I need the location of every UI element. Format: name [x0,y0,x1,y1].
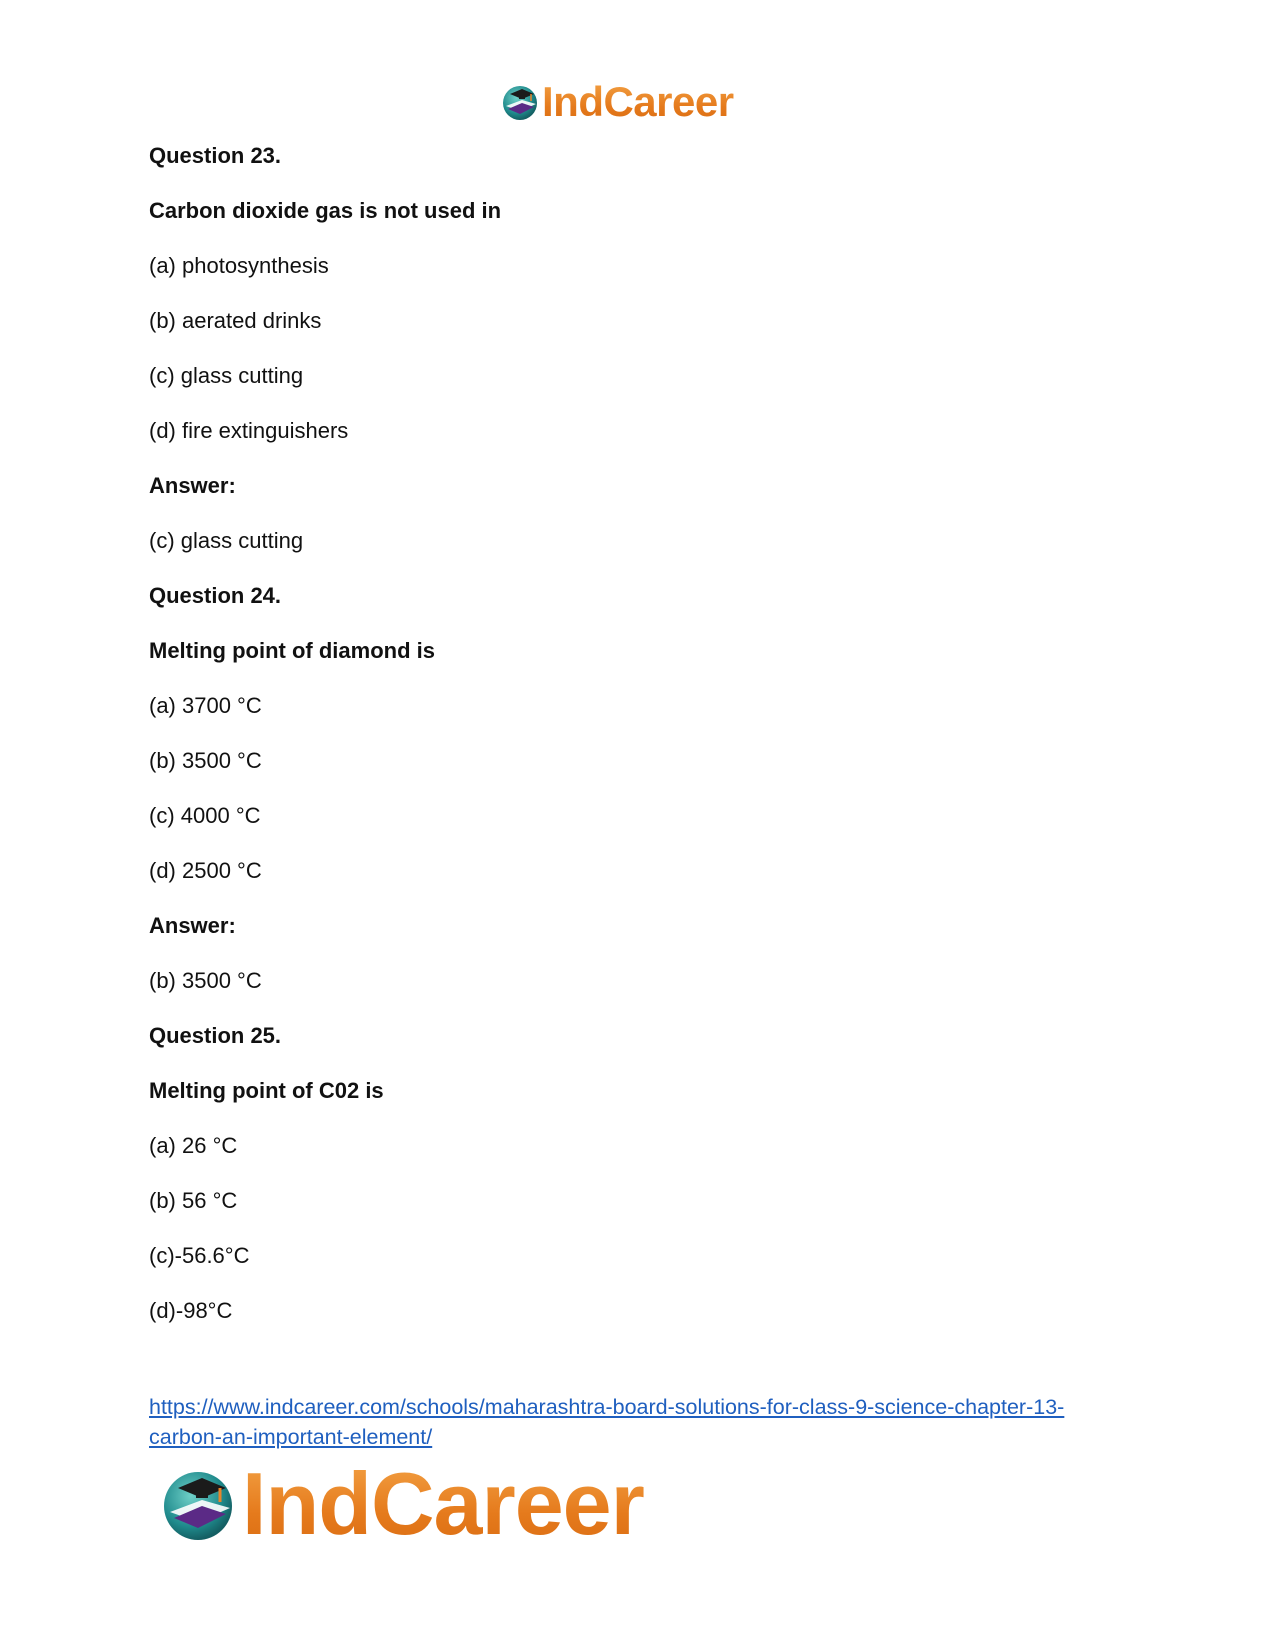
answer-text: (b) 3500 °C [149,968,262,993]
document-body [149,143,1129,1353]
option-c: (c)-56.6°C [149,1243,250,1268]
option-c: (c) 4000 °C [149,803,261,828]
answer-text: (c) glass cutting [149,528,304,553]
option-a: (a) 3700 °C [149,693,262,718]
globe-graduation-cap-icon [158,1464,238,1544]
question-prompt: Carbon dioxide gas is not used in [149,198,502,223]
question-number: Question 24. [149,583,282,608]
source-link-line1: https://www.indcareer.com/schools/maharashtra-board-solutions-for-class-9-science-chapter-13- [149,1395,1065,1419]
question-prompt: Melting point of C02 is [149,1078,384,1103]
indcareer-logo-top [500,78,734,126]
answer-label: Answer: [149,473,236,498]
option-d: (d)-98°C [149,1298,233,1323]
globe-graduation-cap-icon [500,82,540,122]
option-b: (b) 3500 °C [149,748,262,773]
option-a: (a) photosynthesis [149,253,329,278]
answer-label: Answer: [149,913,236,938]
option-b: (b) 56 °C [149,1188,238,1213]
source-link[interactable] [149,1392,1149,1452]
source-link-line2: carbon-an-important-element/ [149,1425,433,1449]
question-number: Question 23. [149,143,282,168]
option-b: (b) aerated drinks [149,308,322,333]
option-a: (a) 26 °C [149,1133,238,1158]
option-c: (c) glass cutting [149,363,304,388]
logo-text: IndCareer [542,78,734,125]
option-d: (d) fire extinguishers [149,418,349,443]
logo-text: IndCareer [242,1454,644,1553]
question-prompt: Melting point of diamond is [149,638,435,663]
indcareer-logo-bottom [158,1454,644,1553]
option-d: (d) 2500 °C [149,858,262,883]
question-number: Question 25. [149,1023,282,1048]
